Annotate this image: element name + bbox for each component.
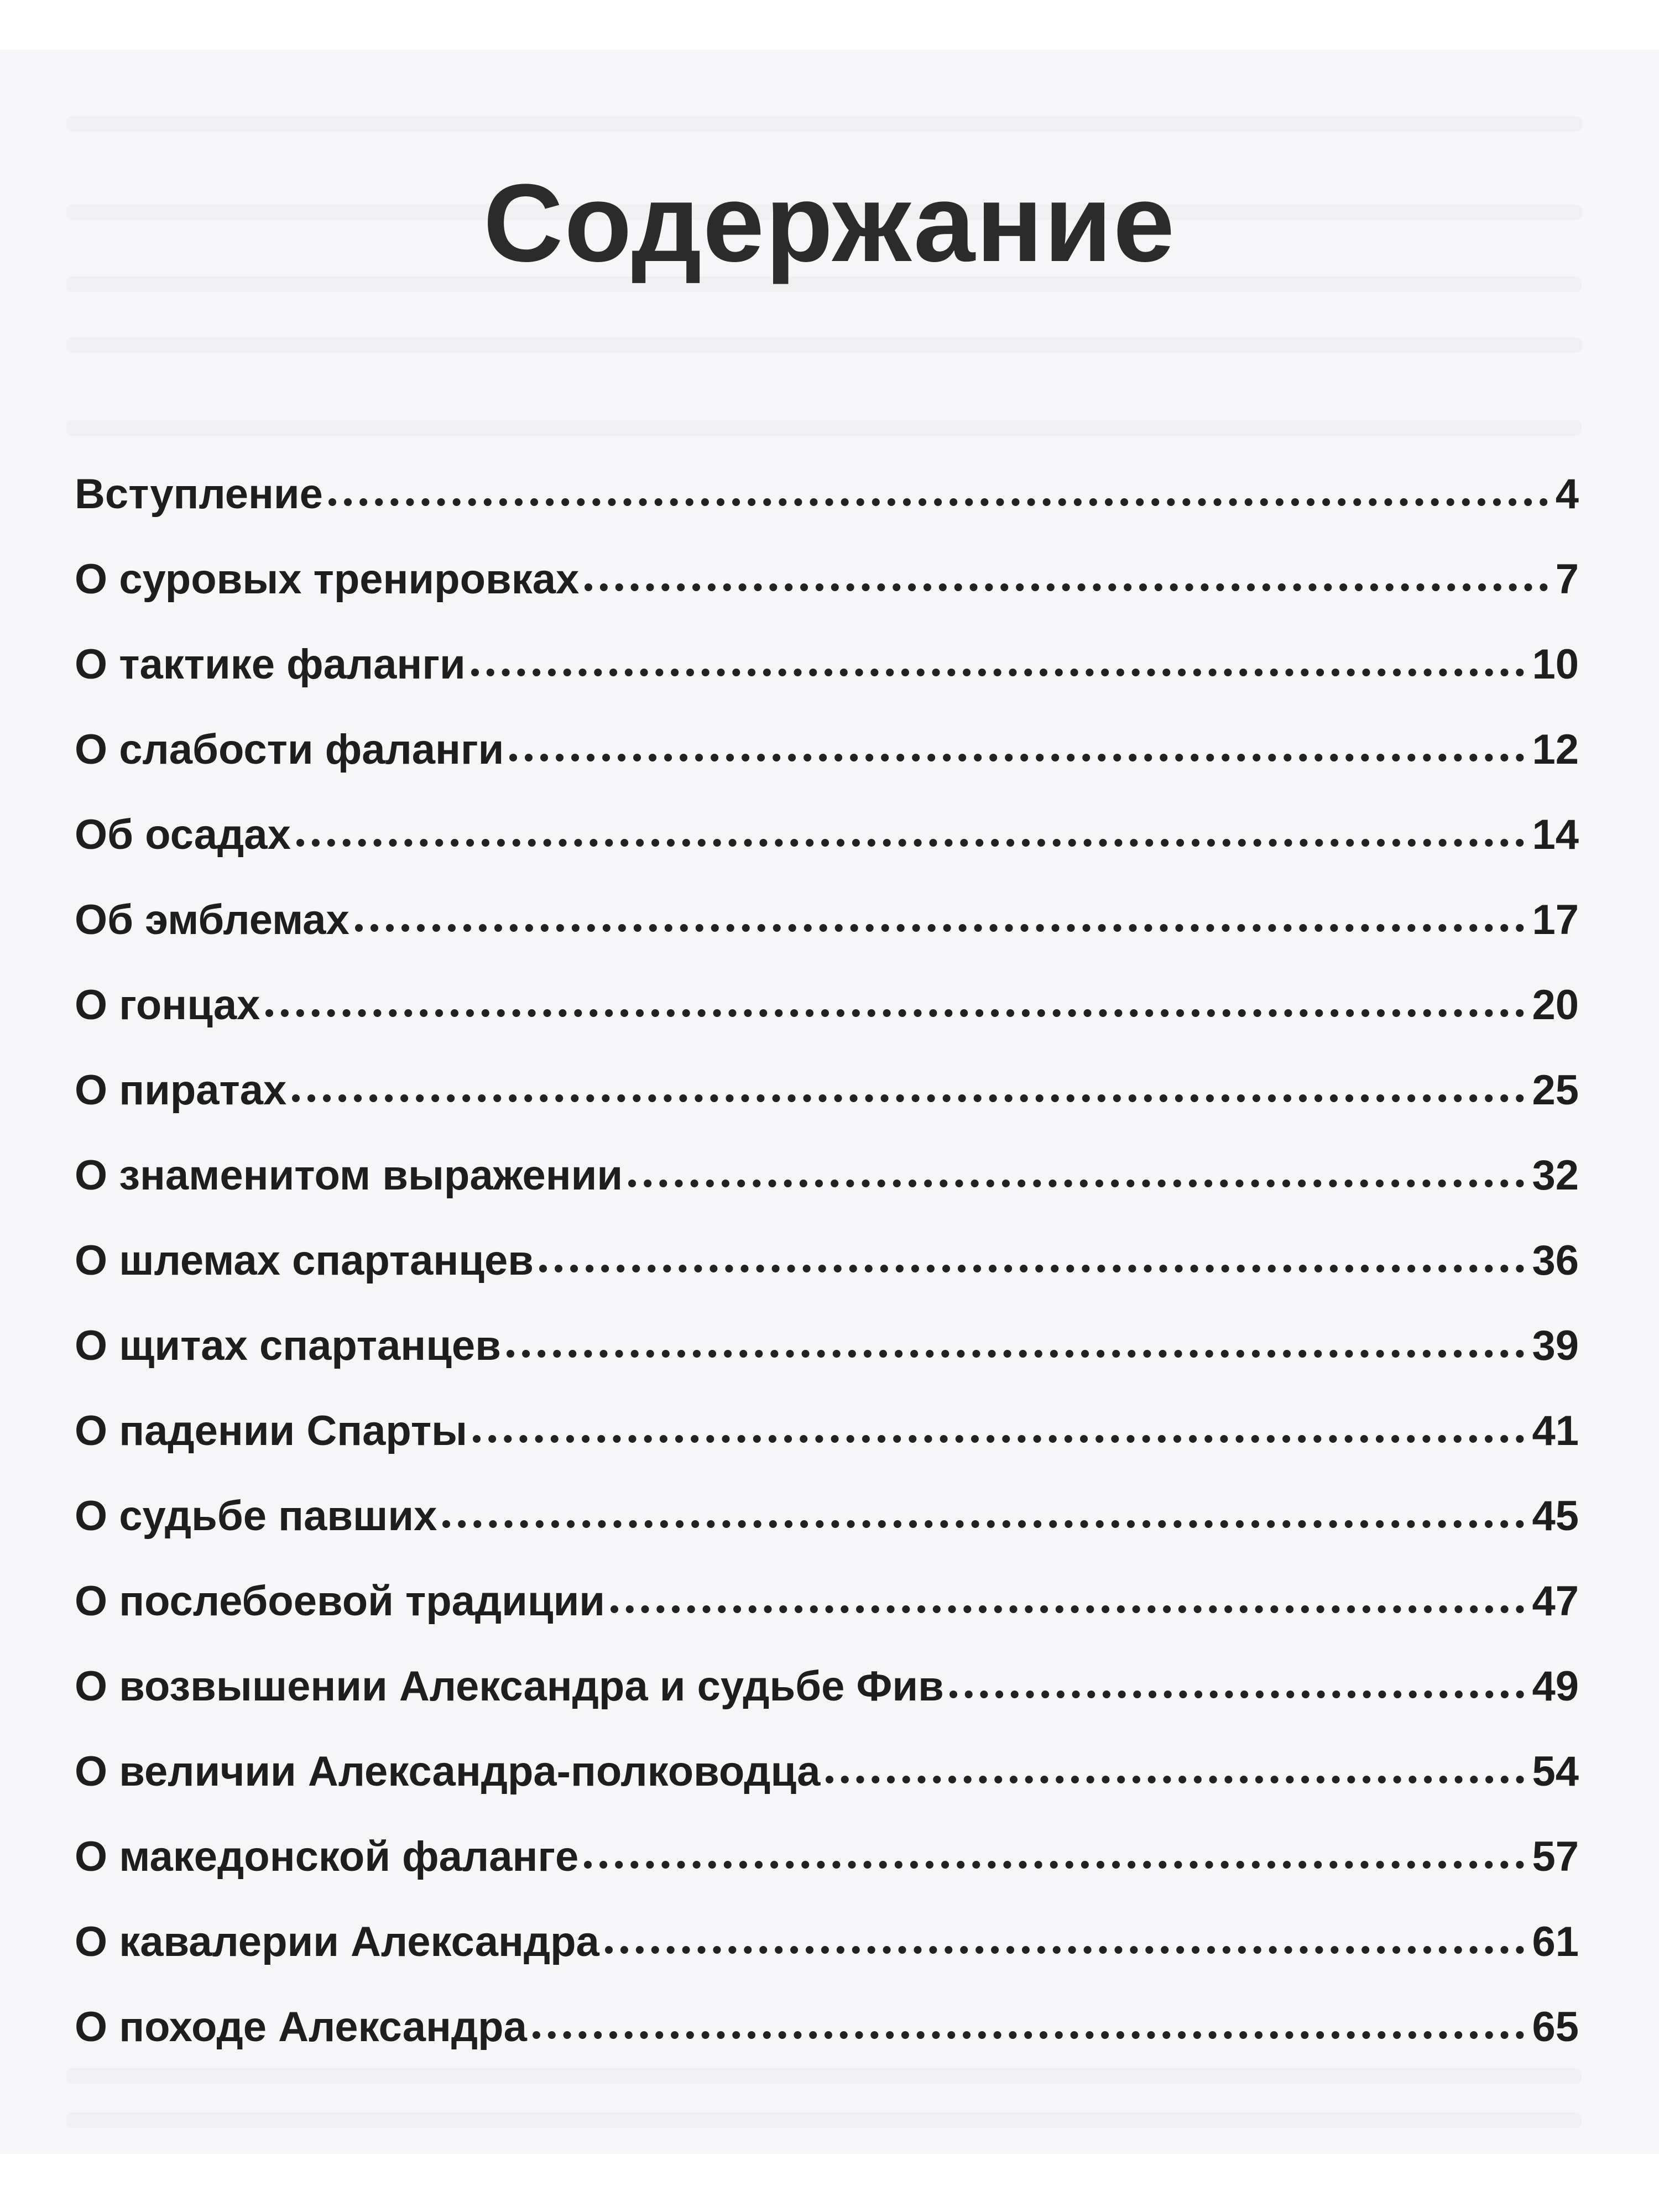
- toc-entry-page-number: 47: [1532, 1578, 1579, 1625]
- dot-leader: [471, 669, 1525, 676]
- toc-entry-label: О походе Александра: [75, 2004, 527, 2051]
- toc-entry-label: Об эмблемах: [75, 896, 349, 943]
- toc-entry[interactable]: [75, 811, 1579, 896]
- dot-leader: [585, 583, 1547, 591]
- toc-entry-label: Вступление: [75, 471, 323, 518]
- bleed-through-line: [66, 420, 1582, 436]
- toc-entry[interactable]: [75, 2003, 1579, 2088]
- toc-entry-page-number: 49: [1532, 1663, 1579, 1710]
- dot-leader: [328, 498, 1548, 506]
- toc-entry-page-number: 14: [1532, 811, 1579, 858]
- toc-entry-page-number: 25: [1532, 1067, 1579, 1114]
- toc-entry-label: Об осадах: [75, 811, 291, 858]
- toc-entry[interactable]: [75, 1151, 1579, 1237]
- toc-entry-label: О пиратах: [75, 1067, 287, 1114]
- toc-entry[interactable]: [75, 555, 1579, 640]
- dot-leader: [355, 924, 1525, 932]
- toc-entry-page-number: 54: [1532, 1748, 1579, 1795]
- dot-leader: [507, 1350, 1525, 1358]
- toc-entry-label: О суровых тренировках: [75, 556, 580, 603]
- dot-leader: [473, 1435, 1524, 1443]
- dot-leader: [605, 1946, 1525, 1954]
- toc-entry-page-number: 45: [1532, 1493, 1579, 1540]
- toc-entry[interactable]: [75, 1407, 1579, 1492]
- dot-leader: [509, 754, 1524, 761]
- dot-leader: [296, 839, 1525, 847]
- toc-entry-label: О слабости фаланги: [75, 726, 504, 773]
- toc-entry-page-number: 61: [1532, 1918, 1579, 1965]
- toc-entry-page-number: 7: [1555, 556, 1579, 603]
- toc-entry-page-number: 65: [1532, 2004, 1579, 2051]
- toc-entry-label: О знаменитом выражении: [75, 1152, 623, 1199]
- dot-leader: [442, 1520, 1524, 1528]
- toc-entry-label: О кавалерии Александра: [75, 1918, 599, 1965]
- bleed-through-line: [66, 116, 1582, 132]
- toc-entry[interactable]: [75, 1833, 1579, 1918]
- toc-entry[interactable]: [75, 640, 1579, 726]
- toc-entry[interactable]: [75, 1918, 1579, 2003]
- dot-leader: [533, 2031, 1525, 2039]
- toc-entry[interactable]: [75, 470, 1579, 555]
- bleed-through-line: [66, 337, 1582, 353]
- toc-entry-label: О македонской фаланге: [75, 1833, 579, 1880]
- toc-entry-label: О величии Александра-полководца: [75, 1748, 821, 1795]
- toc-entry-label: О тактике фаланги: [75, 641, 466, 688]
- dot-leader: [826, 1776, 1524, 1783]
- toc-entry-label: О падении Спарты: [75, 1407, 467, 1454]
- toc-entry-page-number: 36: [1532, 1237, 1579, 1284]
- toc-entry-label: О послебоевой традиции: [75, 1578, 606, 1625]
- toc-entry-page-number: 4: [1555, 471, 1579, 518]
- page-bottom-margin: [0, 2154, 1659, 2212]
- dot-leader: [628, 1180, 1524, 1187]
- page-top-margin: [0, 0, 1659, 50]
- toc-entry[interactable]: [75, 726, 1579, 811]
- dot-leader: [539, 1265, 1525, 1272]
- dot-leader: [584, 1861, 1524, 1869]
- toc-entry[interactable]: [75, 896, 1579, 981]
- toc-entry-page-number: 41: [1532, 1407, 1579, 1454]
- toc-entry-page-number: 12: [1532, 726, 1579, 773]
- toc-entry[interactable]: [75, 1747, 1579, 1833]
- toc-entry-page-number: 17: [1532, 896, 1579, 943]
- dot-leader: [950, 1691, 1525, 1698]
- dot-leader: [292, 1094, 1524, 1102]
- dot-leader: [611, 1605, 1524, 1613]
- toc-entry-label: О возвышении Александра и судьбе Фив: [75, 1663, 944, 1710]
- toc-entry[interactable]: [75, 1322, 1579, 1407]
- toc-entry[interactable]: [75, 1066, 1579, 1151]
- toc-entry-label: О шлемах спартанцев: [75, 1237, 534, 1284]
- toc-entry-label: О щитах спартанцев: [75, 1322, 501, 1369]
- bleed-through-line: [66, 2112, 1582, 2128]
- toc-entry-page-number: 20: [1532, 982, 1579, 1029]
- toc-entry-page-number: 39: [1532, 1322, 1579, 1369]
- toc-entry-page-number: 57: [1532, 1833, 1579, 1880]
- toc-entry[interactable]: [75, 1662, 1579, 1747]
- table-of-contents: [75, 470, 1579, 2088]
- toc-entry-page-number: 32: [1532, 1152, 1579, 1199]
- toc-entry[interactable]: [75, 1577, 1579, 1662]
- toc-entry-label: О гонцах: [75, 982, 260, 1029]
- toc-entry[interactable]: [75, 1237, 1579, 1322]
- page-title: Содержание: [483, 161, 1176, 285]
- toc-entry-label: О судьбе павших: [75, 1493, 437, 1540]
- toc-entry-page-number: 10: [1532, 641, 1579, 688]
- dot-leader: [265, 1009, 1524, 1017]
- toc-entry[interactable]: [75, 1492, 1579, 1577]
- toc-entry[interactable]: [75, 981, 1579, 1066]
